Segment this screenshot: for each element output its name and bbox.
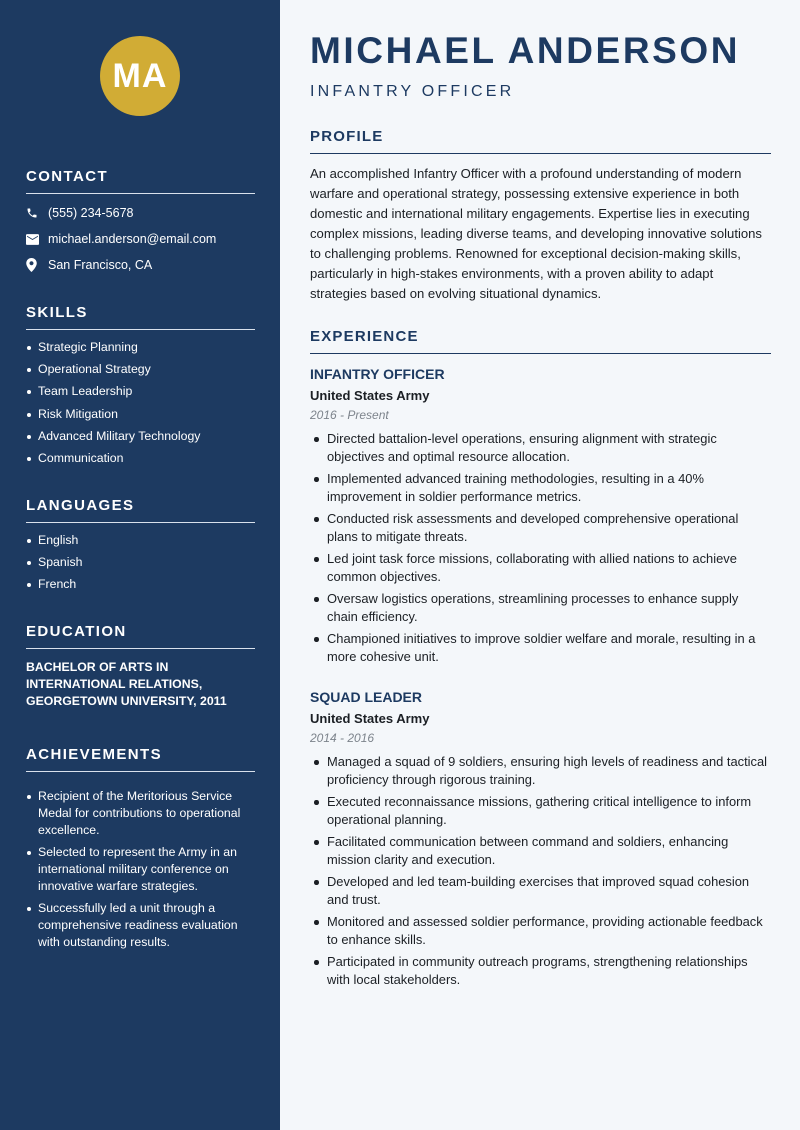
contact-location <box>26 252 255 278</box>
phone-text: (555) 234-5678 <box>48 206 134 220</box>
job-organization: United States Army <box>310 388 430 403</box>
job-bullet: Monitored and assessed soldier performance, providing actionable feedback to enhance skills. <box>310 913 771 949</box>
achievements-section <box>26 746 255 956</box>
contact-phone <box>26 200 255 226</box>
skill-item: Team Leadership <box>26 383 255 400</box>
achievement-item: Recipient of the Meritorious Service Medal for contributions to operational excellence. <box>26 788 255 839</box>
job-bullet: Led joint task force missions, collaborating with allied nations to achieve common objectives. <box>310 550 771 586</box>
job-bullet: Conducted risk assessments and developed comprehensive operational plans to mitigate threats. <box>310 510 771 546</box>
contact-heading: CONTACT <box>26 168 255 194</box>
job-bullet: Managed a squad of 9 soldiers, ensuring high levels of readiness and tactical proficiency through rigorous training. <box>310 753 771 789</box>
envelope-icon <box>26 234 48 245</box>
profile-text: An accomplished Infantry Officer with a profound understanding of modern warfare and operational strategy, possessing extensive experience in both domestic and international military engagements. Expertise lies in executing complex missions, leading diverse teams, and developing innovative solutions to challenging problems. Renowned for exceptional decision-making skills, particularly in high-stakes environments, with a proven ability to adapt strategies based on evolving situational dynamics. <box>310 166 762 301</box>
job-entry <box>310 366 771 670</box>
achievements-heading: ACHIEVEMENTS <box>26 746 255 772</box>
job-bullet: Facilitated communication between command and soldiers, enhancing mission clarity and execution. <box>310 833 771 869</box>
avatar-initials: MA <box>100 36 180 116</box>
skill-item: Risk Mitigation <box>26 406 255 423</box>
job-bullet: Participated in community outreach programs, strengthening relationships with local stakeholders. <box>310 953 771 989</box>
contact-section <box>26 168 255 278</box>
profile-heading: PROFILE <box>310 128 771 154</box>
profile-section <box>310 128 771 304</box>
achievement-item: Successfully led a unit through a comprehensive readiness evaluation with outstanding results. <box>26 900 255 951</box>
skill-item: Strategic Planning <box>26 339 255 356</box>
sidebar <box>0 0 280 1130</box>
job-bullet: Oversaw logistics operations, streamlining processes to enhance supply chain efficiency. <box>310 590 771 626</box>
phone-icon <box>26 207 48 219</box>
language-item: Spanish <box>26 554 255 571</box>
person-name: MICHAEL ANDERSON <box>310 30 741 71</box>
email-text: michael.anderson@email.com <box>48 232 217 246</box>
job-organization: United States Army <box>310 711 430 726</box>
person-title: INFANTRY OFFICER <box>310 83 515 100</box>
job-dates: 2016 - Present <box>310 408 389 422</box>
achievement-item: Selected to represent the Army in an international military conference on innovative warfare strategies. <box>26 844 255 895</box>
experience-section <box>310 328 771 354</box>
skill-item: Operational Strategy <box>26 361 255 378</box>
contact-email <box>26 226 255 252</box>
experience-heading: EXPERIENCE <box>310 328 771 354</box>
job-title: INFANTRY OFFICER <box>310 366 445 382</box>
skill-item: Advanced Military Technology <box>26 428 255 445</box>
languages-section <box>26 497 255 599</box>
job-dates: 2014 - 2016 <box>310 731 375 745</box>
job-title: SQUAD LEADER <box>310 689 423 705</box>
education-degree: BACHELOR OF ARTS IN INTERNATIONAL RELATIONS, GEORGETOWN UNIVERSITY, 2011 <box>26 660 227 708</box>
skills-section <box>26 304 255 472</box>
job-bullet: Developed and led team-building exercises that improved squad cohesion and trust. <box>310 873 771 909</box>
job-entry <box>310 689 771 993</box>
languages-heading: LANGUAGES <box>26 497 255 523</box>
education-heading: EDUCATION <box>26 623 255 649</box>
job-bullet: Implemented advanced training methodologies, resulting in a 40% improvement in soldier performance metrics. <box>310 470 771 506</box>
location-text: San Francisco, CA <box>48 258 153 272</box>
education-section <box>26 623 255 710</box>
map-pin-icon <box>26 258 48 272</box>
language-item: English <box>26 532 255 549</box>
job-bullet: Directed battalion-level operations, ensuring alignment with strategic objectives and optimal resource allocation. <box>310 430 771 466</box>
language-item: French <box>26 576 255 593</box>
job-bullet: Executed reconnaissance missions, gathering critical intelligence to inform operational planning. <box>310 793 771 829</box>
job-bullet: Championed initiatives to improve soldier welfare and morale, resulting in a more cohesive unit. <box>310 630 771 666</box>
skills-heading: SKILLS <box>26 304 255 330</box>
skill-item: Communication <box>26 450 255 467</box>
